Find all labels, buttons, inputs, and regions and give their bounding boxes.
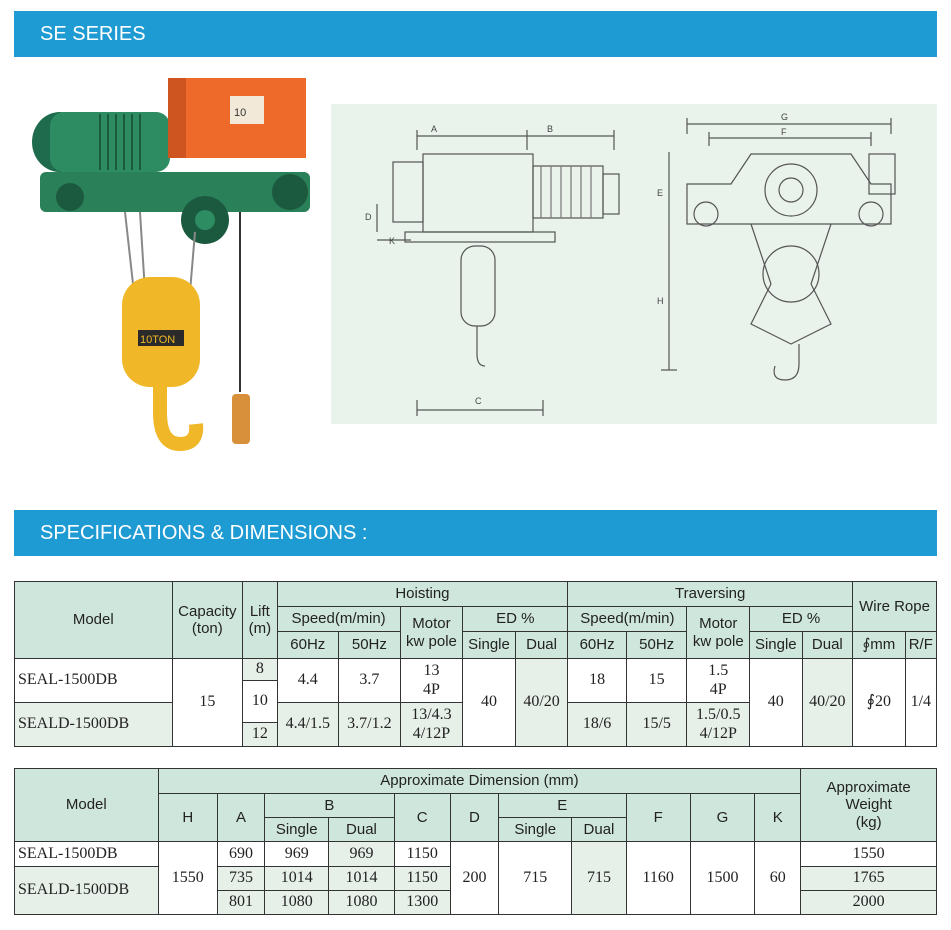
dim-b-dual: 1014	[329, 867, 394, 891]
header-hoist-speed: Speed(m/min)	[277, 607, 400, 632]
spec-title: SPECIFICATIONS & DIMENSIONS :	[40, 522, 368, 544]
trav-ed-dual: 40/20	[802, 659, 853, 747]
rope-rf: 1/4	[905, 659, 936, 747]
hoist-ed-dual: 40/20	[515, 659, 568, 747]
trav-speed-60hz: 18/6	[568, 703, 627, 747]
table-row-model: SEALD-1500DB	[15, 703, 173, 747]
drawing-label-e: E	[657, 188, 664, 198]
header-trav-speed: Speed(m/min)	[568, 607, 687, 632]
header-trav-motor: Motor kw pole	[687, 607, 750, 659]
drawing-label-h: H	[657, 296, 664, 306]
dim-b-dual: 1080	[329, 891, 394, 915]
header-hoist-ed: ED %	[463, 607, 568, 632]
dim-c: 1150	[394, 867, 450, 891]
header-approx-weight: Approximate Weight (kg)	[801, 769, 937, 842]
dim-b-dual: 969	[329, 842, 394, 867]
header-h: H	[158, 794, 217, 842]
trav-speed-50hz: 15/5	[626, 703, 687, 747]
dim-d: 200	[450, 842, 498, 915]
dim-g: 1500	[690, 842, 754, 915]
header-d: D	[450, 794, 498, 842]
hoist-ed-single: 40	[463, 659, 516, 747]
dim-e-single: 715	[499, 842, 572, 915]
hoist-speed-60hz: 4.4/1.5	[277, 703, 339, 747]
header-trav-ed-dual: Dual	[802, 632, 853, 659]
trav-motor: 1.5/0.5 4/12P	[687, 703, 750, 747]
header-k: K	[755, 794, 801, 842]
header-hoist-motor: Motor kw pole	[400, 607, 463, 659]
header-trav-ed-single: Single	[750, 632, 803, 659]
lift-value: 10	[243, 681, 277, 723]
dimensions-table	[14, 768, 937, 915]
product-photo	[20, 72, 320, 457]
header-b: B	[265, 794, 395, 818]
header-e-dual: Dual	[572, 818, 626, 842]
header-rope-rf: R/F	[905, 632, 936, 659]
header-trav-50hz: 50Hz	[626, 632, 687, 659]
header-c: C	[394, 794, 450, 842]
dim-b-single: 969	[265, 842, 329, 867]
header-model: Model	[15, 769, 159, 842]
dim-c: 1150	[394, 842, 450, 867]
header-hoist-ed-dual: Dual	[515, 632, 568, 659]
header-capacity: Capacity (ton)	[172, 582, 243, 659]
weight-value: 1550	[801, 842, 937, 867]
dim-b-single: 1014	[265, 867, 329, 891]
specifications-table	[14, 581, 937, 747]
dim-c: 1300	[394, 891, 450, 915]
header-wire-rope: Wire Rope	[853, 582, 937, 632]
table-row-model: SEAL-1500DB	[15, 659, 173, 703]
trav-speed-60hz: 18	[568, 659, 627, 703]
header-hoist-ed-single: Single	[463, 632, 516, 659]
hoist-motor: 13 4P	[400, 659, 463, 703]
header-f: F	[626, 794, 690, 842]
weight-value: 2000	[801, 891, 937, 915]
hoist-speed-50hz: 3.7/1.2	[339, 703, 401, 747]
hoist-speed-60hz: 4.4	[277, 659, 339, 703]
dim-e-dual: 715	[572, 842, 626, 915]
section-title: SE SERIES	[40, 23, 146, 45]
header-model: Model	[15, 582, 173, 659]
header-traversing: Traversing	[568, 582, 853, 607]
trav-ed-single: 40	[750, 659, 803, 747]
header-rope-mm: ∮mm	[853, 632, 906, 659]
trav-motor: 1.5 4P	[687, 659, 750, 703]
drawing-label-d: D	[365, 212, 372, 222]
header-approx-dimension: Approximate Dimension (mm)	[158, 769, 801, 794]
spec-title-banner	[14, 510, 937, 556]
header-e: E	[499, 794, 627, 818]
weight-value: 1765	[801, 867, 937, 891]
trav-speed-50hz: 15	[626, 659, 687, 703]
header-a: A	[217, 794, 264, 842]
drawing-label-a: A	[431, 124, 438, 134]
drawing-label-k: K	[389, 236, 396, 246]
header-hoisting: Hoisting	[277, 582, 568, 607]
header-g: G	[690, 794, 754, 842]
drawing-label-f: F	[781, 127, 787, 137]
dim-h: 1550	[158, 842, 217, 915]
header-trav-60hz: 60Hz	[568, 632, 627, 659]
lift-value: 12	[243, 723, 277, 747]
dim-f: 1160	[626, 842, 690, 915]
dim-a: 801	[217, 891, 264, 915]
capacity-value: 15	[172, 659, 243, 747]
header-b-single: Single	[265, 818, 329, 842]
drawing-label-b: B	[547, 124, 554, 134]
rope-mm: ∮20	[853, 659, 906, 747]
dimension-drawing	[331, 104, 937, 424]
capacity-mark: 10TON	[140, 334, 176, 346]
drawing-label-c: C	[475, 396, 482, 406]
drawing-label-g: G	[781, 112, 789, 122]
header-e-single: Single	[499, 818, 572, 842]
dim-a: 690	[217, 842, 264, 867]
table-row-model: SEAL-1500DB	[15, 842, 159, 867]
section-title-banner	[14, 11, 937, 57]
dim-b-single: 1080	[265, 891, 329, 915]
table-row-model: SEALD-1500DB	[15, 867, 159, 915]
hoist-motor: 13/4.3 4/12P	[400, 703, 463, 747]
dim-k: 60	[755, 842, 801, 915]
svg-text:10: 10	[234, 107, 247, 119]
hoist-speed-50hz: 3.7	[339, 659, 401, 703]
header-hoist-60hz: 60Hz	[277, 632, 339, 659]
dim-a: 735	[217, 867, 264, 891]
header-lift: Lift (m)	[243, 582, 277, 659]
header-trav-ed: ED %	[750, 607, 853, 632]
header-b-dual: Dual	[329, 818, 394, 842]
lift-value: 8	[243, 659, 277, 681]
header-hoist-50hz: 50Hz	[339, 632, 401, 659]
